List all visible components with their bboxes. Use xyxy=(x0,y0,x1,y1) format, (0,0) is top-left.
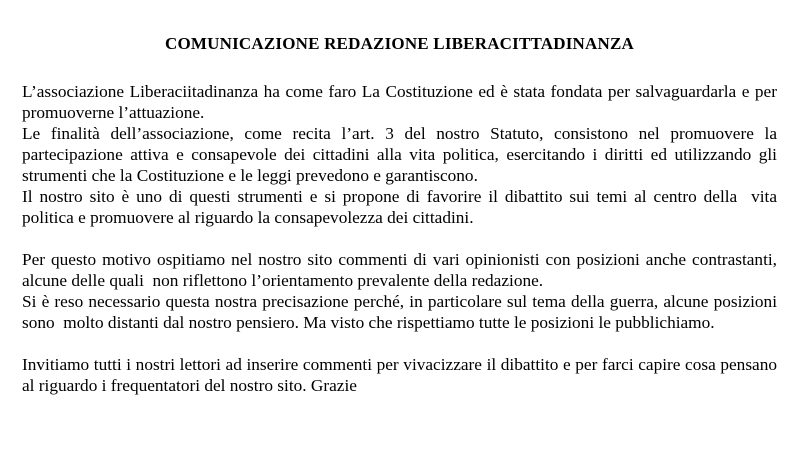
paragraph-association-mission: L’associazione Liberaciitadinanza ha come faro La Costituzione ed è stata fondata per salvaguardarla e per promuoverne l’attuazione. xyxy=(22,82,777,122)
paragraph-opinions-hosted: Per questo motivo ospitiamo nel nostro sito commenti di vari opinionisti con posizioni anche contrastanti, alcune delle quali non riflettono l’orientamento prevalente della redazione. xyxy=(22,250,777,290)
paragraph-statute-goals: Le finalità dell’associazione, come recita l’art. 3 del nostro Statuto, consistono nel promuovere la partecipazione attiva e consapevole dei cittadini alla vita politica, esercitando i diritti ed utilizzando gli strumenti che la Costituzione e le leggi prevedono e garantiscono. xyxy=(22,124,777,185)
paragraph-clarification: Si è reso necessario questa nostra precisazione perché, in particolare sul tema della guerra, alcune posizioni sono molto distanti dal nostro pensiero. Ma visto che rispettiamo tutte le posizioni le pubblichiamo. xyxy=(22,292,777,332)
paragraph-reader-invitation: Invitiamo tutti i nostri lettori ad inserire commenti per vivacizzare il dibattito e per farci capire cosa pensano al riguardo i frequentatori del nostro sito. Grazie xyxy=(22,355,777,395)
paragraph-block-editorial-note xyxy=(22,249,777,333)
paragraph-site-purpose: Il nostro sito è uno di questi strumenti e si propone di favorire il dibattito sui temi al centro della vita politica e promuovere al riguardo la consapevolezza dei cittadini. xyxy=(22,187,777,227)
paragraph-block-intro xyxy=(22,81,777,228)
paragraph-block-invitation xyxy=(22,354,777,396)
document-title: COMUNICAZIONE REDAZIONE LIBERACITTADINANZA xyxy=(164,34,635,53)
